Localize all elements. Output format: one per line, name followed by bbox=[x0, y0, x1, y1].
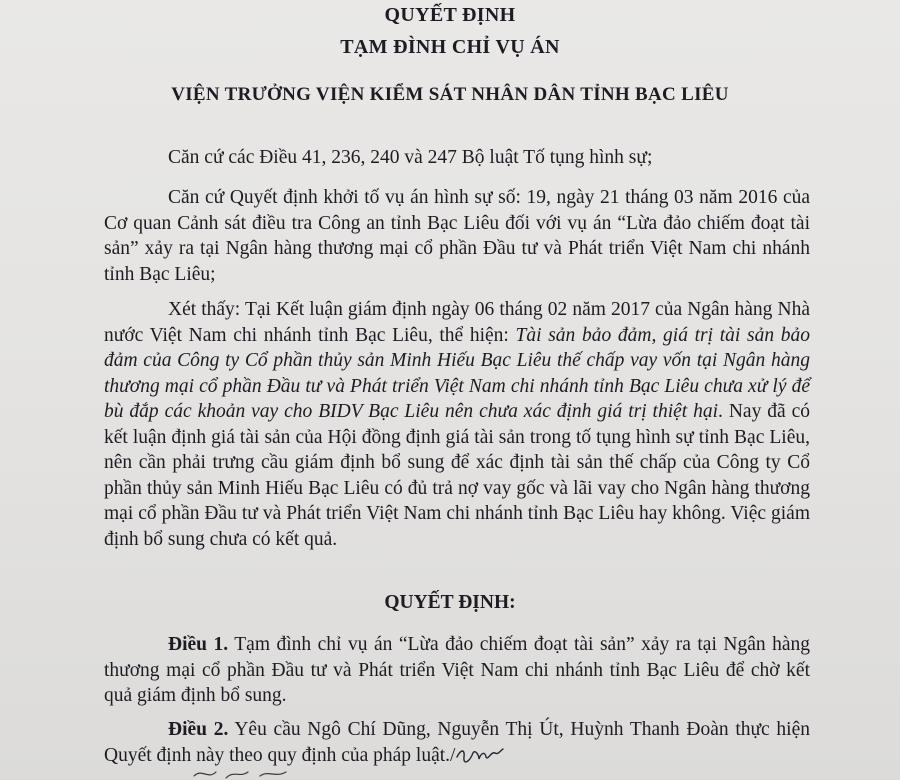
legal-basis-2: Căn cứ Quyết định khởi tố vụ án hình sự số: 19, ngày 21 tháng 03 năm 2016 của Cơ quan Cảnh sát điều tra Công an tỉnh Bạc Liêu đối với vụ án “Lừa đảo chiếm đoạt tài sản” xảy ra tại Ngân hàng thương mại cổ phần Đầu tư và Phát triển Việt Nam chi nhánh tỉnh Bạc Liêu; bbox=[104, 187, 810, 285]
issuer-heading: VIỆN TRƯỞNG VIỆN KIỂM SÁT NHÂN DÂN TỈNH BẠC LIÊU bbox=[171, 84, 729, 105]
article-2 bbox=[104, 717, 810, 768]
article-2-text: Yêu cầu Ngô Chí Dũng, Nguyễn Thị Út, Huỳnh Thanh Đoàn thực hiện Quyết định này theo quy định của pháp luật./ bbox=[104, 719, 811, 766]
legal-basis-1: Căn cứ các Điều 41, 236, 240 và 247 Bộ luật Tố tụng hình sự; bbox=[168, 147, 653, 168]
handwritten-mark bbox=[190, 766, 300, 780]
decision-subtitle: TẠM ĐÌNH CHỈ VỤ ÁN bbox=[340, 36, 560, 58]
finding-intro: Xét thấy: Tại Kết luận giám định ngày 06 tháng 02 năm 2017 của Ngân hàng Nhà nước Việt Nam chi nhánh tỉnh Bạc Liêu, thể hiện: bbox=[104, 299, 810, 346]
article-1-text: Tạm đình chỉ vụ án “Lừa đảo chiếm đoạt tài sản” xảy ra tại Ngân hàng thương mại cổ phần Đầu tư và Phát triển Việt Nam chi nhánh tỉnh Bạc Liêu để chờ kết quả giám định bổ sung. bbox=[104, 634, 810, 706]
finding-paragraph bbox=[104, 297, 810, 552]
decision-heading: QUYẾT ĐỊNH: bbox=[384, 592, 516, 613]
article-1-label: Điều 1. bbox=[168, 634, 229, 655]
finding-rest: . Nay đã có kết luận định giá tài sản của Hội đồng định giá tài sản trong tố tụng hình sự tỉnh Bạc Liêu, nên cần phải trưng cầu giám định bổ sung để xác định tài sản thế chấp của Công ty Cổ phần thủy sản Minh Hiếu Bạc Liêu có đủ trả nợ vay gốc và lãi vay cho Ngân hàng thương mại cổ phần Đầu tư và Phát triển Việt Nam chi nhánh tỉnh Bạc Liêu hay không. Việc giám định bổ sung chưa có kết quả. bbox=[104, 401, 810, 550]
decision-title: QUYẾT ĐỊNH bbox=[384, 4, 516, 26]
article-2-label: Điều 2. bbox=[168, 719, 229, 740]
handwritten-initials-signature bbox=[455, 743, 505, 765]
article-1 bbox=[104, 632, 810, 709]
finding-quote: Tài sản bảo đảm, giá trị tài sản bảo đảm của Công ty Cổ phần thủy sản Minh Hiếu Bạc Liêu thế chấp vay vốn tại Ngân hàng thương mại cổ phần Đầu tư và Phát triển Việt Nam chi nhánh tỉnh Bạc Liêu chưa xử lý để bù đắp các khoản vay cho BIDV Bạc Liêu nên chưa xác định giá trị thiệt hại bbox=[104, 324, 810, 422]
